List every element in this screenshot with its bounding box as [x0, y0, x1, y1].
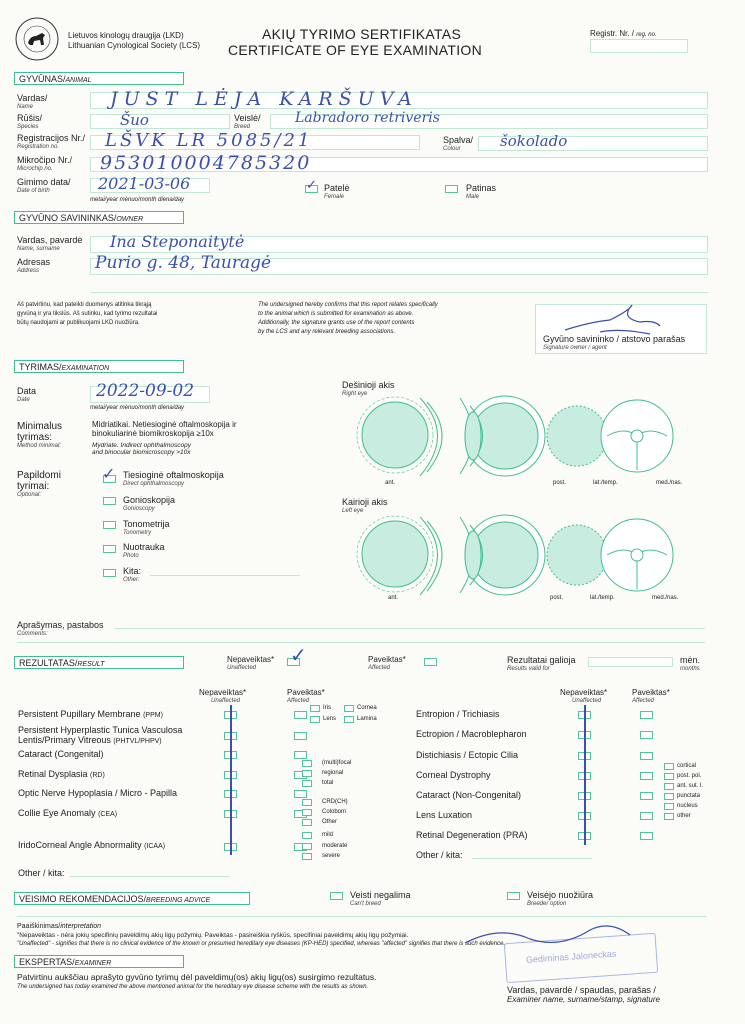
icaa-severe-label: severe	[322, 853, 341, 859]
org-name-lt: Lietuvos kinologų draugija (LKD)	[68, 31, 184, 40]
female-label: Patelė Female	[324, 183, 350, 200]
rd-regional-label: regional	[322, 770, 344, 776]
examiner-confirm-lt: Patvirtinu aukščiau aprašyto gyvūno tyrimų dėl paveldimų(os) akių ligų(os) susirgimo rezultatus.	[17, 972, 377, 982]
cat-cortical-checkbox[interactable]	[664, 763, 674, 770]
cataract-c-affected[interactable]	[294, 751, 307, 759]
icaa-severe-checkbox[interactable]	[302, 853, 312, 860]
ectropion-affected[interactable]	[640, 731, 653, 739]
opt-check-mark: ✓	[102, 464, 116, 483]
colour-label: Spalva/ Colour	[443, 135, 474, 152]
corneal-affected[interactable]	[640, 772, 653, 780]
chip-value: 953010004785320	[100, 152, 312, 174]
exam-date-value: 2022-09-02	[96, 381, 195, 401]
cat-nucleus-label: nucleus	[677, 803, 698, 809]
owner-extra-line	[90, 292, 708, 293]
colour-value: šokolado	[500, 132, 568, 150]
reg-number-field[interactable]	[590, 39, 688, 53]
result-valid-label: Rezultatai galioja Results valid for	[507, 655, 576, 672]
cant-breed-checkbox[interactable]	[330, 892, 343, 900]
chip-label: Mikročipo Nr./ Microchip no.	[17, 155, 73, 172]
consent-lt: Aš patvirtinu, kad pateikti duomenys atitinka tikrąją gyvūną ir yra tikslūs. Aš sutinku, kad tyrimo rezultatai būtų naudojami ar publikuojami LKD nuožiūra.	[17, 302, 158, 326]
luxation-affected[interactable]	[640, 812, 653, 820]
male-label: Patinas Male	[466, 183, 497, 200]
unaffected-strike-right	[584, 705, 586, 845]
species-value: Šuo	[120, 111, 149, 129]
org-name-en: Lithuanian Cynological Society (LCS)	[68, 41, 201, 50]
ppm-iris-label: Iris	[323, 705, 331, 711]
lkd-logo	[14, 16, 60, 62]
opt-checkbox-other[interactable]	[103, 569, 116, 577]
cond-pra: Retinal Degeneration (PRA)	[416, 830, 528, 840]
cond-onh: Optic Nerve Hypoplasia / Micro - Papilla	[18, 788, 178, 798]
cond-rd: Retinal Dysplasia (RD)	[18, 769, 105, 779]
left-eye-med-label: med./nas.	[652, 595, 679, 601]
cat-nucleus-checkbox[interactable]	[664, 803, 674, 810]
cond-lens-luxation: Lens Luxation	[416, 810, 473, 820]
rd-regional-checkbox[interactable]	[302, 770, 312, 777]
cant-breed-label: Veisti negalima Can't breed	[350, 890, 411, 907]
rd-total-checkbox[interactable]	[302, 780, 312, 787]
title-en: CERTIFICATE OF EYE EXAMINATION	[228, 42, 483, 58]
species-field[interactable]	[90, 114, 230, 129]
cond-cea: Collie Eye Anomaly (CEA)	[18, 808, 118, 818]
interpretation-en: "Unaffected" - signifies that there is no clinical evidence of the known or presumed hereditary eye diseases (KP-HED) specified, whereas "affected" signifies that there is such evidence.	[17, 941, 506, 947]
opt-other-line	[150, 575, 300, 576]
dob-label: Gimimo data/ Date of birth	[17, 177, 71, 194]
cat-cortical-label: cortical	[677, 763, 697, 769]
section-animal: GYVŪNAS/ANIMAL	[14, 72, 184, 85]
cat-postpol-checkbox[interactable]	[664, 773, 674, 780]
cond-other-right: Other / kita:	[416, 850, 463, 860]
breed-value: Labradoro retriveris	[295, 110, 440, 126]
result-months-label: mėn. months	[680, 655, 701, 672]
right-eye-ant-label: ant.	[385, 480, 396, 486]
col-unaffected-right: Nepaveiktas* Unaffected	[560, 688, 608, 704]
col-unaffected-left: Nepaveiktas* Unaffected	[199, 688, 247, 704]
cond-other-left: Other / kita:	[18, 868, 65, 878]
examiner-confirm-en: The undersigned has today examined the above mentioned animal for the hereditary eye disease scheme with the results as shown.	[17, 984, 369, 990]
cond-ppm: Persistent Pupillary Membrane (PPM)	[18, 709, 163, 719]
consent-en: The undersigned hereby confirms that this report relates specifically to the animal which is submitted for examination as above. Additionally, the signature grants use of the report contents by the LCS and any relevant breeding associations.	[258, 302, 438, 335]
icaa-moderate-label: moderate	[322, 843, 348, 849]
other-left-line	[70, 876, 230, 877]
cat-postpol-label: post. pol.	[677, 773, 702, 779]
comments-line-1	[115, 628, 705, 629]
cond-cataract-congenital: Cataract (Congenital)	[18, 749, 104, 759]
right-eye-post-label: post.	[553, 480, 567, 486]
min-exam-text: Midriatikai. Netiesioginė oftalmoskopija ir binokuliarinė biomikroskopija ≥10x	[92, 420, 237, 438]
breeder-option-checkbox[interactable]	[507, 892, 520, 900]
rd-total-label: total	[322, 780, 334, 786]
examiner-signature	[460, 915, 640, 955]
right-eye-med-label: med./nas.	[656, 480, 683, 486]
examiner-stamp: Gediminas Jaloneckas	[504, 933, 658, 984]
cea-colobom-checkbox[interactable]	[302, 809, 312, 816]
ppm-lens-label: Lens	[323, 716, 337, 722]
ppm-iris-checkbox[interactable]	[310, 705, 320, 712]
ppm-affected[interactable]	[294, 711, 307, 719]
cea-crd-checkbox[interactable]	[302, 799, 312, 806]
female-check-mark: ✓	[306, 178, 317, 193]
title-lt: AKIŲ TYRIMO SERTIFIKATAS	[262, 26, 462, 42]
cat-other-label: other	[677, 813, 691, 819]
dob-value: 2021-03-06	[98, 174, 191, 193]
name-value: JUST LĖJA KARŠUVA	[110, 88, 418, 110]
opt-item-tono: Tonometrija Tonometry	[123, 519, 170, 536]
opt-item-other: Kita: Other:	[123, 566, 142, 583]
onh-affected[interactable]	[294, 790, 307, 798]
right-eye-lat-label: lat./temp.	[593, 480, 618, 486]
distichiasis-affected[interactable]	[640, 752, 653, 760]
cea-colobom-label: Colobom	[322, 809, 347, 815]
cat-other-checkbox[interactable]	[664, 813, 674, 820]
cond-ectropion: Ectropion / Macroblepharon	[416, 729, 527, 739]
col-affected-left: Paveiktas* Affected	[287, 688, 325, 704]
name-label: Vardas/ Name	[17, 93, 48, 110]
left-eye-post-label: post.	[550, 595, 564, 601]
dob-format: metai/year mėnuo/month diena/day	[90, 197, 185, 203]
cond-corneal-dystrophy: Corneal Dystrophy	[416, 770, 491, 780]
interpretation-label: Paaiškinimas/interpretation	[17, 923, 102, 930]
regno-value: LŠVK LR 5085/21	[105, 130, 313, 151]
ppm-lens-checkbox[interactable]	[310, 716, 320, 723]
pra-affected[interactable]	[640, 832, 653, 840]
cat-punctata-label: punctata	[677, 793, 701, 799]
owner-addr-value: Purio g. 48, Tauragė	[95, 253, 272, 273]
section-breeding: VEISIMO REKOMENDACIJOS/BREEDING ADVICE	[14, 892, 250, 905]
icaa-mild-checkbox[interactable]	[302, 832, 312, 839]
left-eye-lat-label: lat./temp.	[590, 595, 615, 601]
result-unaffected-mark: ✓	[290, 643, 307, 667]
section-examiner: EKSPERTAS/EXAMINER	[14, 955, 184, 968]
section-result: REZULTATAS/RESULT	[14, 656, 184, 669]
regno-label: Registracijos Nr./ Registration no.	[17, 133, 86, 150]
opt-item-direct: Tiesioginė oftalmoskopija Direct ophthalmoscopy	[123, 470, 224, 487]
min-exam-label: Minimalus tyrimas: Method minimal:	[17, 421, 63, 449]
owner-name-label: Vardas, pavardė Name, surname	[17, 235, 83, 252]
min-exam-text-en: Mydriate. Indirect ophthalmoscopy and binocular biomicroscopy >10x	[92, 442, 191, 456]
interpretation-lt: "Nepaveiktas - nėra jokių specifinių paveldimų akių ligų požymių. Paveiktas - pasireiškia ryškūs, specifiniai paveldimų akių ligų požymiai.	[17, 932, 409, 939]
cond-cataract-noncongenital: Cataract (Non-Congenital)	[416, 790, 522, 800]
cat-antsut-label: ant. sut. l.	[677, 783, 704, 789]
exam-date-format: metai/year mėnuo/month diena/day	[90, 405, 185, 411]
cat-punctata-checkbox[interactable]	[664, 793, 674, 800]
cea-crd-label: CRD(CH)	[322, 799, 348, 805]
opt-exam-label: Papildomi tyrimai: Optional:	[17, 470, 61, 498]
species-label: Rūšis/ Species	[17, 113, 43, 130]
opt-item-photo: Nuotrauka Photo	[123, 542, 165, 559]
ppm-cornea-label: Cornea	[357, 705, 377, 711]
left-eye-ant-label: ant.	[388, 595, 399, 601]
cond-distichiasis: Distichiasis / Ectopic Cilia	[416, 750, 519, 760]
left-eye-label: Kairioji akis Left eye	[342, 497, 388, 514]
ppm-lamina-label: Lamina	[357, 716, 377, 722]
section-exam: TYRIMAS/EXAMINATION	[14, 360, 184, 373]
opt-checkbox-gonio[interactable]	[103, 497, 116, 505]
icaa-moderate-checkbox[interactable]	[302, 843, 312, 850]
unaffected-strike-left	[230, 705, 232, 855]
left-eye-diagram	[345, 507, 700, 607]
owner-addr-label: Adresas Address	[17, 257, 51, 274]
result-unaffected-label: Nepaveiktas* Unaffected	[227, 655, 275, 671]
breeder-option-label: Veisėjo nuožiūra Breeder option	[527, 890, 594, 907]
other-right-line	[472, 858, 592, 859]
ppm-lamina-checkbox[interactable]	[344, 716, 354, 723]
cat-antsut-checkbox[interactable]	[664, 783, 674, 790]
rd-multifocal-label: (multi)focal	[322, 760, 352, 766]
opt-checkbox-photo[interactable]	[103, 545, 116, 553]
right-eye-diagram	[345, 388, 700, 488]
rd-multifocal-checkbox[interactable]	[302, 760, 312, 767]
result-affected-checkbox[interactable]	[424, 658, 437, 666]
right-eye-label: Dešinioji akis Right eye	[342, 380, 395, 397]
cond-phtvl: Persistent Hyperplastic Tunica Vasculosa Lentis/Primary Vitreous (PHTVL/PHPV)	[18, 725, 183, 746]
exam-date-label: Data Date	[17, 386, 37, 403]
cond-icaa: IridoCorneal Angle Abnormality (ICAA)	[18, 840, 166, 850]
comments-line-2	[17, 642, 705, 643]
cond-entropion: Entropion / Trichiasis	[416, 709, 500, 719]
result-valid-field[interactable]	[588, 657, 673, 667]
icaa-mild-label: mild	[322, 832, 334, 838]
comments-label: Aprašymas, pastabos Comments:	[17, 620, 104, 637]
opt-checkbox-tono[interactable]	[103, 521, 116, 529]
cataract-nc-affected[interactable]	[640, 792, 653, 800]
owner-name-value: Ina Steponaitytė	[110, 232, 245, 251]
section-owner: GYVŪNO SAVININKAS/OWNER	[14, 211, 184, 224]
male-checkbox[interactable]	[445, 185, 458, 193]
opt-item-gonio: Gonioskopija Gonioscopy	[123, 495, 176, 512]
breed-label: Veislė/ Breed	[234, 113, 261, 130]
col-affected-right: Paveiktas* Affected	[632, 688, 670, 704]
reg-label: Registr. Nr. / reg. no.	[590, 29, 657, 38]
examiner-sign-label: Vardas, pavardė / spaudas, parašas / Examiner name, surname/stamp, signature	[507, 985, 660, 1004]
result-affected-label: Paveiktas* Affected	[368, 655, 406, 671]
cea-other-checkbox[interactable]	[302, 819, 312, 826]
phtvl-affected[interactable]	[294, 732, 307, 740]
cea-other-label: Other	[322, 819, 338, 825]
owner-signature-label: Gyvūno savininko / atstovo parašas Signature owner / agent	[543, 334, 686, 351]
entropion-affected[interactable]	[640, 711, 653, 719]
ppm-cornea-checkbox[interactable]	[344, 705, 354, 712]
